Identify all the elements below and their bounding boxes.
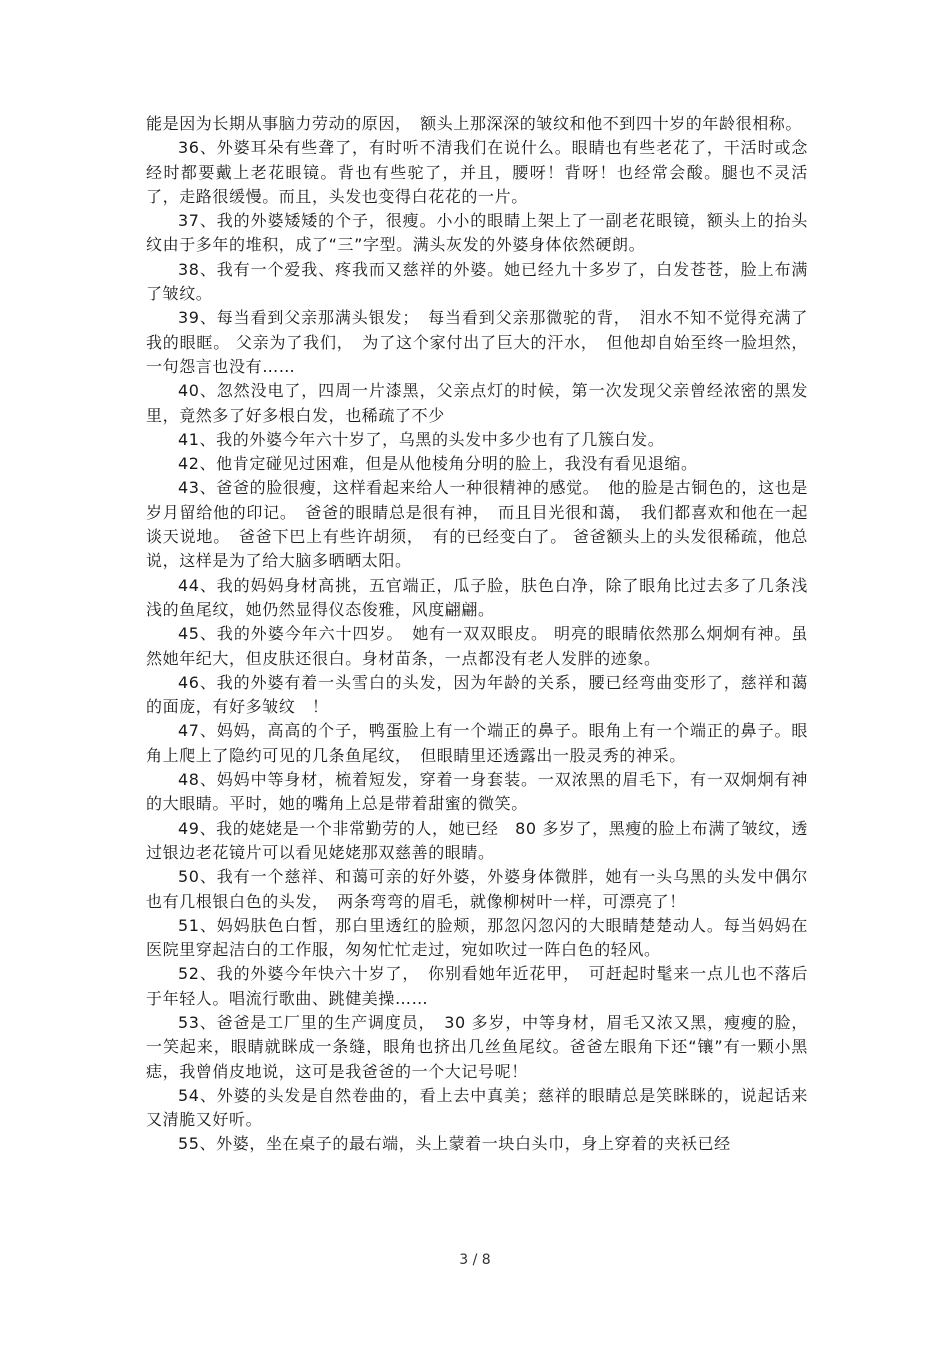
paragraph-37: 37、我的外婆矮矮的个子，很瘦。小小的眼睛上架上了一副老花眼镜，额头上的抬头纹由于多年的堆积，成了“三”字型。满头灰发的外婆身体依然硬朗。: [146, 211, 808, 255]
paragraph-45: 45、我的外婆今年六十四岁。 她有一双双眼皮。 明亮的眼睛依然那么炯炯有神。虽然她年纪大，但皮肤还很白。身材苗条，一点都没有老人发胖的迹象。: [146, 624, 808, 668]
paragraph-continued: 能是因为长期从事脑力劳动的原因， 额头上那深深的皱纹和他不到四十岁的年龄很相称。: [146, 114, 803, 133]
paragraph-49: 49、我的姥姥是一个非常勤劳的人，她已经 80 多岁了，黑瘦的脸上布满了皱纹，透过银边老花镜片可以看见姥姥那双慈善的眼睛。: [146, 818, 808, 862]
paragraph-42: 42、他肯定碰见过困难，但是从他棱角分明的脸上，我没有看见退缩。: [178, 454, 698, 474]
paragraph-44: 44、我的妈妈身材高挑，五官端正，瓜子脸，肤色白净，除了眼角比过去多了几条浅浅的鱼尾纹，她仍然显得仪态俊雅，风度翩翩。: [146, 575, 808, 619]
paragraph-43: 43、爸爸的脸很瘦，这样看起来给人一种很精神的感觉。 他的脸是古铜色的，这也是岁月留给他的印记。 爸爸的眼睛总是很有神， 而且目光很和蔼， 我们都喜欢和他在一起谈天说地。 爸爸下巴上有些许胡须， 有的已经变白了。 爸爸额头上的头发很稀疏，他总说，这样是为了给大脑多晒晒太阳。: [146, 478, 808, 571]
paragraph-51: 51、妈妈肤色白皙，那白里透红的脸颊，那忽闪忽闪的大眼睛楚楚动人。每当妈妈在医院里穿起洁白的工作服，匆匆忙忙走过，宛如吹过一阵白色的轻风。: [146, 915, 808, 960]
paragraph-39: 39、每当看到父亲那满头银发； 每当看到父亲那微驼的背， 泪水不知不觉得充满了我的眼眶。 父亲为了我们， 为了这个家付出了巨大的汗水， 但他却自始至终一脸坦然，一句怨言也没有……: [146, 308, 808, 376]
paragraph-40: 40、忽然没电了，四周一片漆黑，父亲点灯的时候，第一次发现父亲曾经浓密的黑发里，竟然多了好多根白发，也稀疏了不少: [146, 381, 808, 425]
paragraph-48: 48、妈妈中等身材，梳着短发，穿着一身套装。一双浓黑的眉毛下，有一双炯炯有神的大眼睛。平时，她的嘴角上总是带着甜蜜的微笑。: [146, 770, 808, 814]
paragraph-46: 46、我的外婆有着一头雪白的头发，因为年龄的关系，腰已经弯曲变形了，慈祥和蔼的面庞，有好多皱纹 ！: [146, 672, 808, 717]
paragraph-53: 53、爸爸是工厂里的生产调度员， 30 多岁，中等身材，眉毛又浓又黑，瘦瘦的脸，一笑起来，眼睛就眯成一条缝，眼角也挤出几丝鱼尾纹。爸爸左眼角下还“镶”有一颗小黑痣，我曾俏皮地说，这可是我爸爸的一个大记号呢！: [146, 1012, 808, 1081]
paragraph-50: 50、我有一个慈祥、和蔼可亲的好外婆，外婆身体微胖，她有一头乌黑的头发中偶尔也有几根银白色的头发， 两条弯弯的眉毛，就像柳树叶一样，可漂亮了！: [146, 867, 808, 911]
paragraph-36: 36、外婆耳朵有些聋了，有时听不清我们在说什么。眼睛也有些老花了，干活时或念经时都要戴上老花眼镜。背也有些驼了，并且，腰呀！背呀！也经常会酸。腿也不灵活了，走路很缓慢。而且，头发也变得白花花的一片。: [146, 138, 808, 206]
document-body: [146, 112, 808, 1157]
page-number: 3 / 8: [459, 1252, 491, 1268]
paragraph-41: 41、我的外婆今年六十岁了，乌黑的头发中多少也有了几簇白发。: [178, 429, 665, 449]
paragraph-55: 55、外婆，坐在桌子的最右端，头上蒙着一块白头巾，身上穿着的夹袄已经: [178, 1134, 731, 1154]
paragraph-54: 54、外婆的头发是自然卷曲的，看上去中真美；慈祥的眼睛总是笑眯眯的，说起话来又清脆又好听。: [146, 1085, 808, 1130]
paragraph-38: 38、我有一个爱我、疼我而又慈祥的外婆。她已经九十多岁了，白发苍苍，脸上布满了皱纹。: [146, 259, 808, 304]
paragraph-52: 52、我的外婆今年快六十岁了， 你别看她年近花甲， 可赶起时髦来一点儿也不落后于年轻人。唱流行歌曲、跳健美操……: [146, 964, 808, 1008]
paragraph-47: 47、妈妈，高高的个子，鸭蛋脸上有一个端正的鼻子。眼角上有一个端正的鼻子。眼角上爬上了隐约可见的几条鱼尾纹， 但眼睛里还透露出一股灵秀的神采。: [146, 721, 808, 765]
